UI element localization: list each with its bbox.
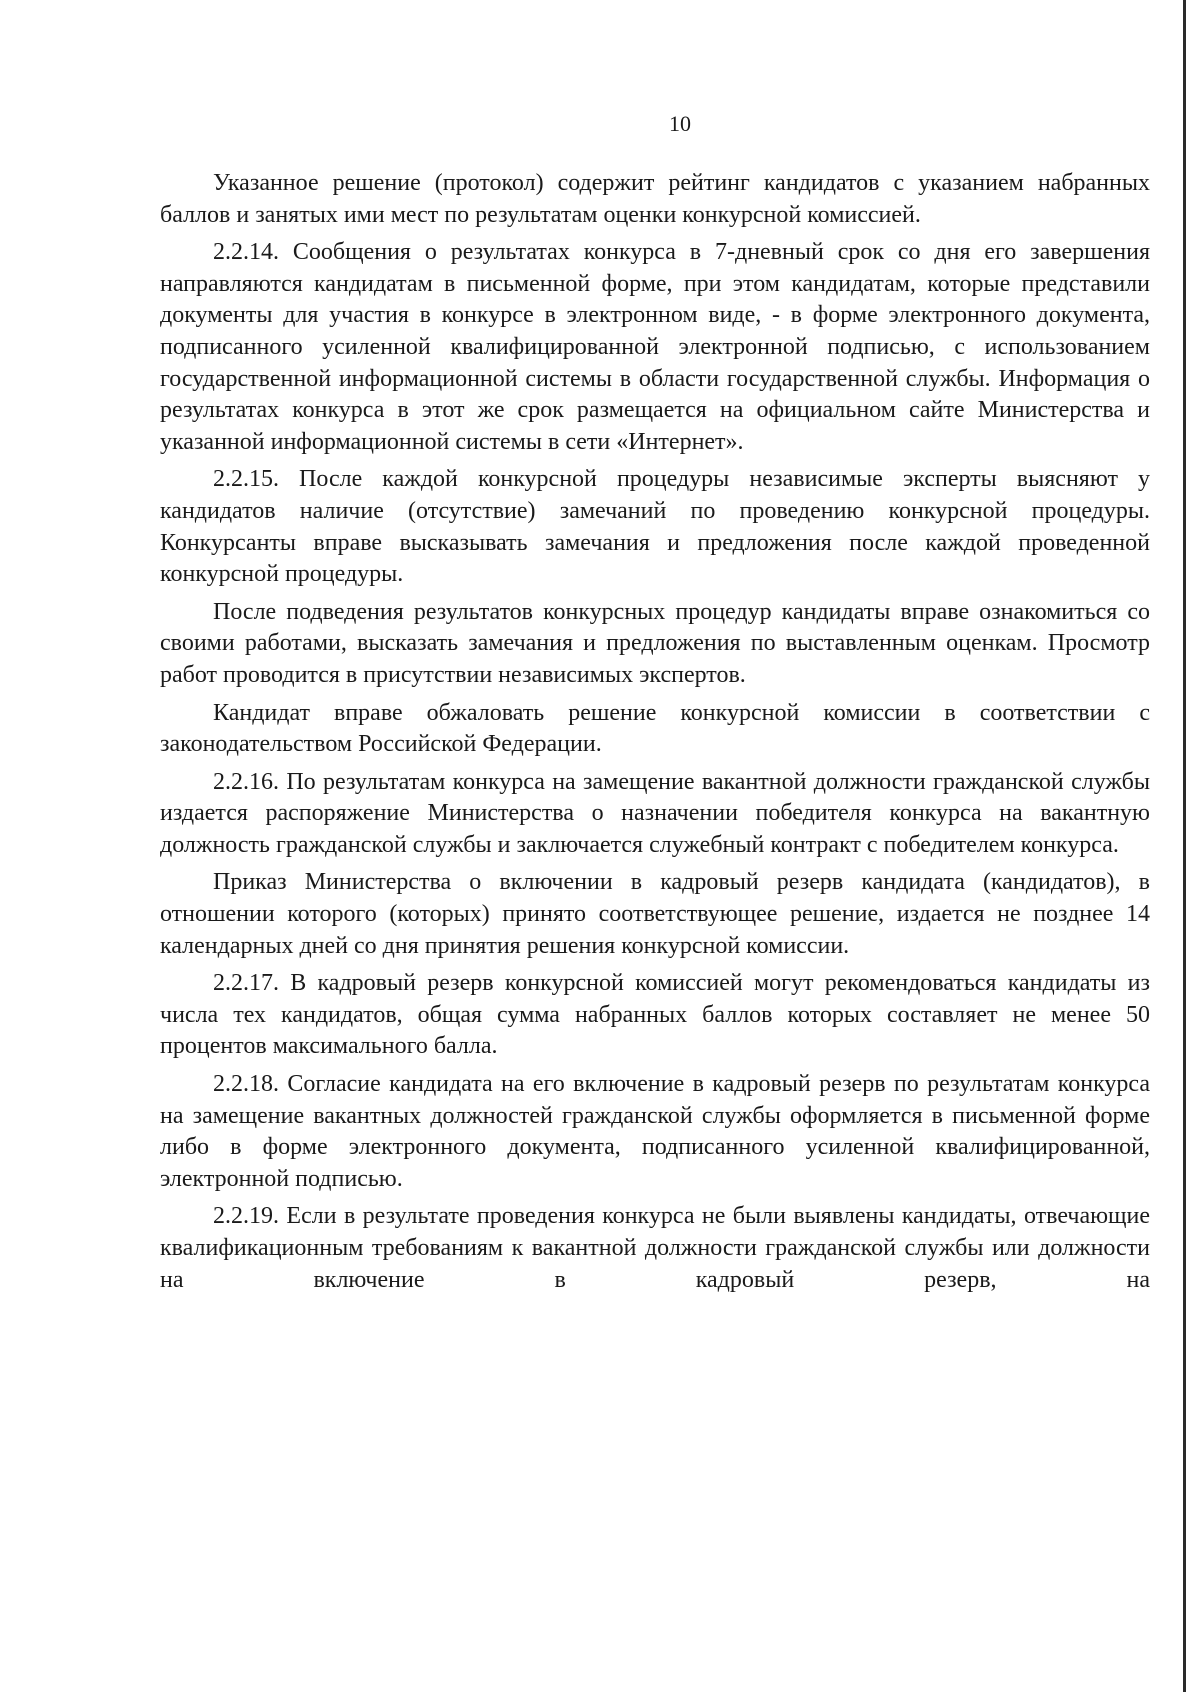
paragraph-review-works: После подведения результатов конкурсных процедур кандидаты вправе ознакомиться со своими работами, высказать замечания и предложения по выставленным оценкам. Просмотр работ проводится в присутствии независимых экспертов. xyxy=(160,598,1150,688)
paragraph-reserve-order: Приказ Министерства о включении в кадровый резерв кандидата (кандидатов), в отношении которого (которых) принято соответствующее решение, издается не позднее 14 календарных дней со дня принятия решения конкурсной комиссии. xyxy=(160,869,1150,959)
paragraph-rating: Указанное решение (протокол) содержит рейтинг кандидатов с указанием набранных баллов и занятых ими мест по результатам оценки конкурсной комиссией. xyxy=(160,170,1150,228)
paragraph-2-2-18: 2.2.18. Согласие кандидата на его включение в кадровый резерв по результатам конкурса на замещение вакантных должностей гражданской службы оформляется в письменной форме либо в форме электронного документа, подписанного усиленной квалифицированной, электронной подписью. xyxy=(160,1071,1150,1192)
paragraph-2-2-19: 2.2.19. Если в результате проведения конкурса не были выявлены кандидаты, отвечающие квалификационным требованиям к вакантной должности гражданской службы или должности на включение в кадровый резерв, на xyxy=(160,1203,1150,1293)
page-number: 10 xyxy=(669,111,691,136)
document-body xyxy=(160,168,1150,1296)
paragraph-2-2-17: 2.2.17. В кадровый резерв конкурсной комиссией могут рекомендоваться кандидаты из числа тех кандидатов, общая сумма набранных баллов которых составляет не менее 50 процентов максимального балла. xyxy=(160,970,1150,1060)
paragraph-2-2-15: 2.2.15. После каждой конкурсной процедуры независимые эксперты выясняют у кандидатов наличие (отсутствие) замечаний по проведению конкурсной процедуры. Конкурсанты вправе высказывать замечания и предложения после каждой проведенной конкурсной процедуры. xyxy=(160,466,1150,588)
paragraph-2-2-16: 2.2.16. По результатам конкурса на замещение вакантной должности гражданской службы издается распоряжение Министерства о назначении победителя конкурса на вакантную должность гражданской службы и заключается служебный контракт с победителем конкурса. xyxy=(160,768,1150,858)
page-edge-line xyxy=(1183,0,1186,1692)
paragraph-appeal: Кандидат вправе обжаловать решение конкурсной комиссии в соответствии с законодательством Российской Федерации. xyxy=(160,699,1150,758)
paragraph-2-2-14: 2.2.14. Сообщения о результатах конкурса в 7-дневный срок со дня его завершения направляются кандидатам в письменной форме, при этом кандидатам, которые представили документы для участия в конкурсе в электронном виде, - в форме электронного документа, подписанного усиленной квалифицированной электронной подписью, с использованием государственной информационной системы в области государственной службы. Информация о результатах конкурса в этот же срок размещается на официальном сайте Министерства и указанной информационной системы в сети «Интернет». xyxy=(160,239,1150,455)
